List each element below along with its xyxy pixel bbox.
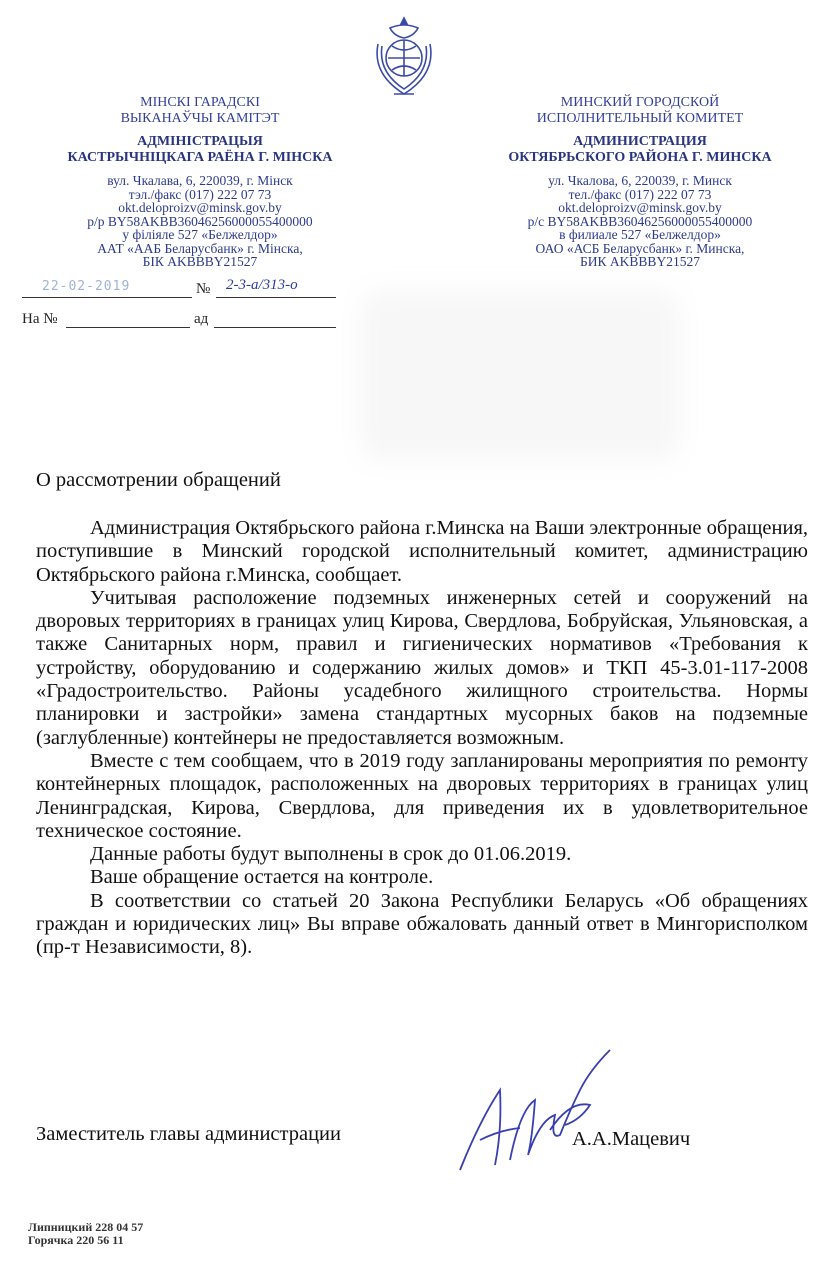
address-line: БІК AKBBBY21527 (142, 254, 258, 269)
registration-number: 2-3-а/313-о (226, 277, 298, 293)
admin-line: АДМІНІСТРАЦЫЯ (137, 134, 263, 149)
signer-position: Заместитель главы администрации (36, 1123, 341, 1145)
address-line: р/с BY58AKBB36046256000055400000 (527, 213, 753, 229)
org-line: ИСПОЛНИТЕЛЬНЫЙ КОМИТЕТ (536, 111, 744, 126)
letter-body (36, 517, 808, 960)
org-line: МИНСКИЙ ГОРОДСКОЙ (560, 95, 720, 110)
address-line: в филиале 527 «Белжелдор» (559, 227, 721, 242)
reference-label: На № (22, 311, 58, 327)
admin-line: АДМИНИСТРАЦИЯ (573, 134, 707, 149)
address-line: ул. Чкалова, 6, 220039, г. Минск (548, 173, 732, 188)
address-line: okt.deloproizv@minsk.gov.by (118, 200, 282, 215)
contact-line: Липницкий 228 04 57 (28, 1220, 144, 1234)
address-line: р/р BY58AKBB36046256000055400000 (87, 213, 313, 229)
paragraph: В соответствии со статьей 20 Закона Республики Беларусь «Об обращениях граждан и юридических лиц» Вы вправе обжаловать данный ответ в Мингорисполком (пр-т Независимости, 8). (36, 889, 808, 959)
admin-line: ОКТЯБРЬСКОГО РАЙОНА Г. МИНСКА (508, 150, 772, 165)
org-line: МІНСКІ ГАРАДСКІ (140, 95, 260, 110)
date-line (22, 297, 192, 298)
footer-contacts (28, 1221, 143, 1247)
signer-name: А.А.Мацевич (572, 1128, 691, 1150)
paragraph: Данные работы будут выполнены в срок до 01.06.2019. (90, 843, 572, 866)
letterhead-belarusian (30, 95, 370, 269)
number-label: № (196, 281, 211, 297)
handwritten-signature (440, 1030, 630, 1180)
letterhead-russian (480, 95, 800, 269)
admin-line: КАСТРЫЧНІЦКАГА РАЁНА Г. МІНСКА (67, 150, 333, 165)
address-line: вул. Чкалава, 6, 220039, г. Мінск (107, 173, 293, 188)
contact-line: Горячка 220 56 11 (28, 1233, 124, 1247)
date-stamp: 22-02-2019 (42, 279, 131, 294)
paragraph: Администрация Октябрьского района г.Минска на Ваши электронные обращения, поступившие в Минский городской исполнительный комитет, администрацию Октябрьского района г.Минска, сообщает. (36, 517, 808, 586)
address-line: у філіяле 527 «Белжелдор» (122, 227, 278, 242)
address-line: тел./факс (017) 222 07 73 (568, 186, 712, 202)
paragraph: Ваше обращение остается на контроле. (90, 866, 434, 889)
reference-from-line (214, 327, 336, 328)
reference-from-label: ад (194, 311, 209, 327)
address-line: БИК AKBBBY21527 (580, 254, 700, 269)
address-line: ОАО «АСБ Беларусбанк» г. Минска, (535, 240, 745, 256)
address-line: тэл./факс (017) 222 07 73 (128, 186, 272, 202)
paragraph: Учитывая расположение подземных инженерных сетей и сооружений на дворовых территориях в границах улиц Кирова, Свердлова, Бобруйская, Ульяновская, а также Санитарных норм, правил и гигиенических нормативов «Требования к устройству, оборудованию и содержанию жилых домов» и ТКП 45-3.01-117-2008 «Градостроительство. Районы усадебного жилищного строительства. Нормы планировки и застройки» замена стандартных мусорных баков на подземные (заглубленные) контейнеры не предоставляется возможным. (36, 586, 808, 749)
address-line: ААТ «ААБ Беларусбанк» г. Мінска, (97, 240, 303, 256)
org-line: ВЫКАНАЎЧЫ КАМІТЭТ (120, 111, 280, 126)
subject-line: О рассмотрении обращений (36, 469, 281, 491)
reference-line (66, 327, 190, 328)
paragraph: Вместе с тем сообщаем, что в 2019 году запланированы мероприятия по ремонту контейнерных площадок, расположенных на дворовых территориях в границах улиц Ленинградская, Кирова, Свердлова, для приведения их в удовлетворительное техническое состояние. (36, 749, 808, 842)
address-line: okt.deloproizv@minsk.gov.by (558, 200, 722, 215)
number-line (216, 297, 336, 298)
state-emblem-icon (364, 14, 444, 98)
redacted-addressee (360, 290, 680, 460)
